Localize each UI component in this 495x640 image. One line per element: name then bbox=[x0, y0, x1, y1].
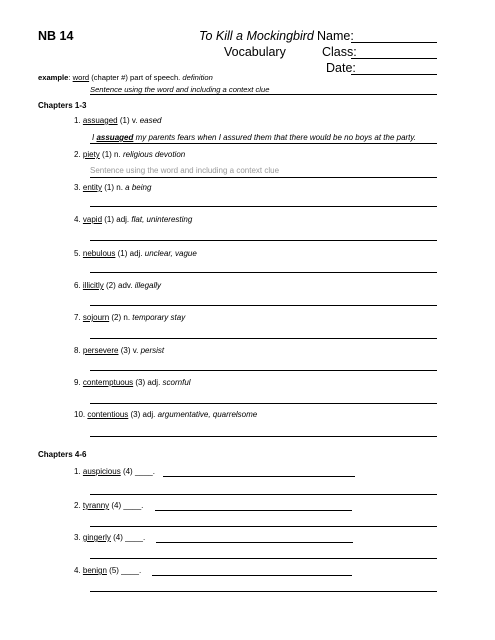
vocab-item-10: 10. contentious (3) adj. argumentative, quarrelsome bbox=[74, 410, 258, 419]
definition-line-s2-1[interactable] bbox=[163, 476, 355, 477]
answer-line-3[interactable] bbox=[90, 206, 437, 207]
section-title-chapters-1-3: Chapters 1-3 bbox=[38, 101, 87, 110]
definition-line-s2-3[interactable] bbox=[156, 542, 353, 543]
date-label: Date: bbox=[326, 61, 356, 75]
answer-line-s2-1[interactable] bbox=[90, 494, 437, 495]
answer-line-s2-2[interactable] bbox=[90, 526, 437, 527]
vocab-word: persevere bbox=[82, 346, 119, 355]
vocab-word: piety bbox=[82, 150, 100, 159]
vocab-item-s2-2: 2. tyranny (4) ____. bbox=[74, 501, 144, 510]
example-sentence: Sentence using the word and including a context clue bbox=[90, 85, 270, 94]
worksheet-subtitle: Vocabulary bbox=[224, 45, 286, 59]
vocab-word: vapid bbox=[82, 215, 103, 224]
vocab-item-2: 2. piety (1) n. religious devotion bbox=[74, 150, 186, 159]
definition-line-s2-2[interactable] bbox=[155, 510, 352, 511]
class-label: Class: bbox=[322, 45, 357, 59]
answer-line-8[interactable] bbox=[90, 370, 437, 371]
vocab-word: tyranny bbox=[82, 501, 110, 510]
name-label: Name: bbox=[317, 29, 354, 43]
example-underline bbox=[90, 94, 437, 95]
vocab-item-s2-4: 4. benign (5) ____. bbox=[74, 566, 142, 575]
worksheet-code: NB 14 bbox=[38, 29, 74, 43]
vocab-word: gingerly bbox=[82, 533, 111, 542]
answer-line-1[interactable] bbox=[90, 143, 437, 144]
vocab-item-8: 8. persevere (3) v. persist bbox=[74, 346, 165, 355]
class-field[interactable] bbox=[351, 58, 437, 59]
section-title-chapters-4-6: Chapters 4-6 bbox=[38, 450, 87, 459]
vocab-item-4: 4. vapid (1) adj. flat, uninteresting bbox=[74, 215, 193, 224]
vocab-word: entity bbox=[82, 183, 103, 192]
answer-line-s2-4[interactable] bbox=[90, 591, 437, 592]
answer-line-9[interactable] bbox=[90, 403, 437, 404]
example-line: example: word (chapter #) part of speech. definition bbox=[38, 73, 213, 82]
worksheet-title: To Kill a Mockingbird bbox=[199, 29, 314, 43]
vocab-word: assuaged bbox=[82, 116, 118, 125]
definition-line-s2-4[interactable] bbox=[152, 575, 352, 576]
answer-line-10[interactable] bbox=[90, 436, 437, 437]
vocab-word: nebulous bbox=[82, 249, 116, 258]
vocab-item-s2-3: 3. gingerly (4) ____. bbox=[74, 533, 146, 542]
answer-line-s2-3[interactable] bbox=[90, 558, 437, 559]
vocab-word: auspicious bbox=[82, 467, 121, 476]
vocab-word: contentious bbox=[87, 410, 129, 419]
vocab-word: benign bbox=[82, 566, 107, 575]
answer-line-5[interactable] bbox=[90, 272, 437, 273]
vocab-item-7: 7. sojourn (2) n. temporary stay bbox=[74, 313, 186, 322]
date-field[interactable] bbox=[351, 74, 437, 75]
example-definition: definition bbox=[182, 73, 213, 82]
vocab-item-5: 5. nebulous (1) adj. unclear, vague bbox=[74, 249, 197, 258]
vocab-word: sojourn bbox=[82, 313, 110, 322]
vocab-item-6: 6. illicitly (2) adv. illegally bbox=[74, 281, 162, 290]
placeholder-sentence: Sentence using the word and including a context clue bbox=[90, 166, 280, 175]
name-field[interactable] bbox=[351, 42, 437, 43]
vocab-item-9: 9. contemptuous (3) adj. scornful bbox=[74, 378, 191, 387]
sample-sentence: I assuaged my parents fears when I assured them that there would be no boys at the party. bbox=[92, 133, 417, 142]
example-label: example bbox=[38, 73, 69, 82]
answer-line-6[interactable] bbox=[90, 305, 437, 306]
example-word: word bbox=[72, 73, 90, 82]
vocab-item-s2-1: 1. auspicious (4) ____. bbox=[74, 467, 155, 476]
vocab-item-3: 3. entity (1) n. a being bbox=[74, 183, 152, 192]
answer-line-4[interactable] bbox=[90, 240, 437, 241]
answer-line-2[interactable] bbox=[90, 177, 437, 178]
vocab-item-1: 1. assuaged (1) v. eased bbox=[74, 116, 162, 125]
vocab-word: illicitly bbox=[82, 281, 104, 290]
vocab-word: contemptuous bbox=[82, 378, 134, 387]
answer-line-7[interactable] bbox=[90, 338, 437, 339]
